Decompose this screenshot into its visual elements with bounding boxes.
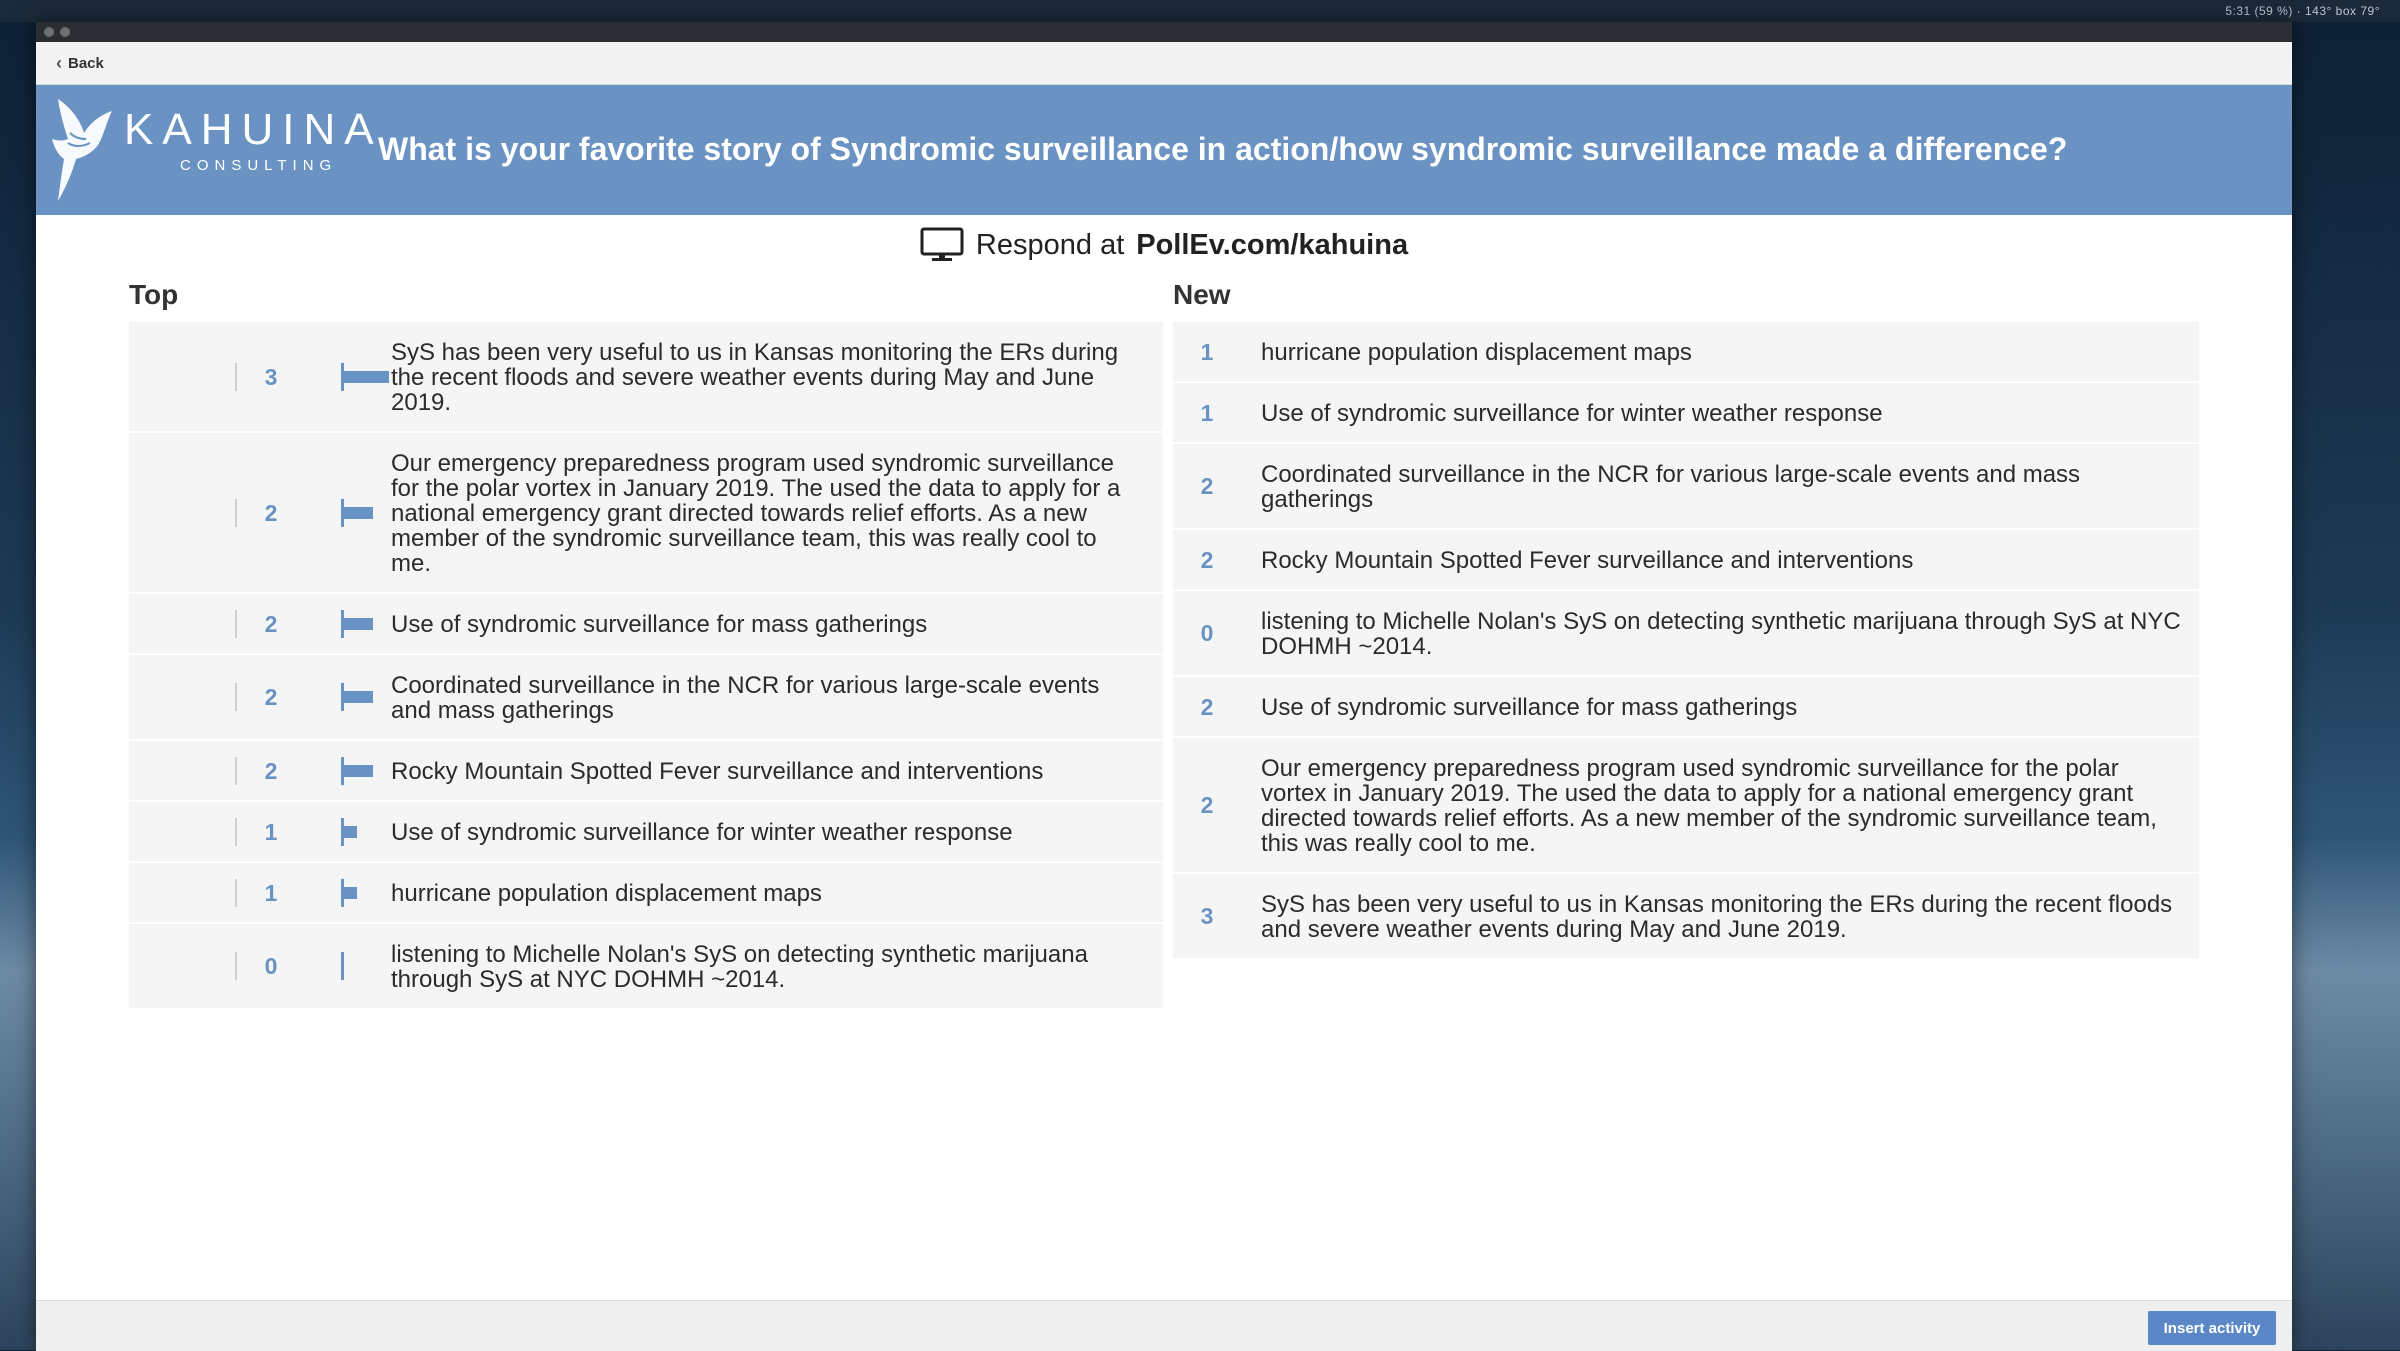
minimize-window-icon[interactable] [60, 27, 70, 37]
back-button-label: Back [68, 54, 104, 72]
back-button[interactable] [56, 52, 104, 74]
kahuina-logo [50, 93, 383, 205]
vote-count: 1 [264, 879, 278, 906]
response-text: Rocky Mountain Spotted Fever surveillance and interventions [1261, 547, 1914, 574]
vote-count: 2 [1200, 693, 1214, 720]
vote-count: 0 [264, 953, 278, 979]
response-text: listening to Michelle Nolan's SyS on detecting synthetic marijuana through SyS at NYC DOHMH ~2014. [391, 941, 1088, 993]
row-separator [235, 952, 237, 980]
vote-bar [341, 371, 389, 383]
vote-bar [341, 887, 357, 899]
new-response-row [1173, 322, 2199, 383]
row-separator [235, 879, 237, 907]
top-response-row [129, 802, 1163, 863]
close-window-icon[interactable] [44, 27, 54, 37]
response-text: hurricane population displacement maps [1261, 339, 1692, 366]
row-separator [235, 757, 237, 785]
logo-sub-text: CONSULTING [180, 157, 338, 174]
respond-prefix: Respond at [975, 228, 1125, 261]
new-response-row [1173, 677, 2199, 738]
response-text: Use of syndromic surveillance for mass gatherings [391, 611, 928, 638]
response-text: Use of syndromic surveillance for winter weather response [1261, 400, 1883, 427]
new-responses-list [1173, 322, 2199, 960]
top-column-title: Top [129, 279, 179, 310]
response-text: Use of syndromic surveillance for mass gatherings [1261, 694, 1798, 721]
insert-activity-button[interactable]: Insert activity [2148, 1311, 2276, 1345]
monitor-icon [920, 227, 964, 263]
row-separator [235, 363, 237, 391]
vote-count: 1 [1200, 338, 1214, 365]
top-response-row [129, 863, 1163, 924]
window-titlebar [36, 22, 2292, 42]
respond-instructions [36, 220, 2292, 270]
vote-count: 2 [264, 684, 278, 710]
response-text: Coordinated surveillance in the NCR for various large-scale events and mass gatherings [1261, 461, 2081, 513]
manta-ray-icon [50, 93, 120, 205]
response-text: SyS has been very useful to us in Kansas monitoring the ERs during the recent floods and severe weather events during May and June 2019. [391, 339, 1119, 416]
row-separator [235, 610, 237, 638]
respond-url: PollEv.com/kahuina [1136, 228, 1409, 261]
vote-bar [341, 826, 357, 838]
vote-count: 2 [1200, 546, 1214, 573]
row-separator [235, 683, 237, 711]
toolbar [36, 42, 2292, 85]
top-responses-list [129, 322, 1163, 1010]
vote-count: 2 [264, 499, 278, 526]
response-text: Our emergency preparedness program used syndromic surveillance for the polar vortex in January 2019. The used the data to apply for a national emergency grant directed towards relief efforts. As a new member of the syndromic surveillance team, this was really cool to me. [1261, 755, 2157, 857]
vote-count: 2 [1200, 473, 1214, 499]
top-response-row [129, 741, 1163, 802]
footer-bar [36, 1300, 2292, 1351]
response-text: Use of syndromic surveillance for winter weather response [391, 819, 1013, 846]
new-response-row [1173, 591, 2199, 677]
vote-count: 2 [1200, 792, 1214, 818]
chevron-left-icon: ‹ [56, 53, 62, 73]
menu-bar-status: 5:31 (59 %) · 143° box 79° [2225, 4, 2380, 18]
response-text: SyS has been very useful to us in Kansas monitoring the ERs during the recent floods and severe weather events during May and June 2019. [1261, 891, 2173, 943]
row-separator [235, 818, 237, 846]
vote-count: 2 [264, 757, 278, 784]
top-response-row [129, 655, 1163, 741]
slide-header [36, 85, 2292, 215]
app-window [36, 22, 2292, 1350]
response-text: Rocky Mountain Spotted Fever surveillance and interventions [391, 758, 1044, 785]
vote-count: 0 [1200, 620, 1214, 646]
vote-count: 3 [264, 363, 278, 390]
new-response-row [1173, 383, 2199, 444]
vote-bar [341, 618, 373, 630]
top-response-row [129, 924, 1163, 1010]
vote-count: 3 [1200, 903, 1214, 929]
vote-bar [341, 691, 373, 703]
response-text: listening to Michelle Nolan's SyS on detecting synthetic marijuana through SyS at NYC DOHMH ~2014. [1261, 608, 2181, 660]
response-text: Our emergency preparedness program used syndromic surveillance for the polar vortex in January 2019. The used the data to apply for a national emergency grant directed towards relief efforts. As a new member of the syndromic surveillance team, this was really cool to me. [391, 450, 1121, 577]
vote-count: 1 [264, 818, 278, 845]
vote-bar [341, 507, 373, 519]
new-response-row [1173, 530, 2199, 591]
top-response-row [129, 433, 1163, 594]
response-text: Coordinated surveillance in the NCR for various large-scale events and mass gatherings [391, 672, 1100, 724]
mac-menu-bar [0, 0, 2400, 22]
new-column-title: New [1173, 279, 1231, 310]
vote-count: 1 [1200, 399, 1214, 426]
poll-question: What is your favorite story of Syndromic surveillance in action/how syndromic surveillance made a difference? [378, 131, 2068, 167]
row-separator [235, 499, 237, 527]
vote-bar [341, 765, 373, 777]
new-response-row [1173, 444, 2199, 530]
new-response-row [1173, 738, 2199, 874]
vote-bar-axis [341, 952, 344, 980]
logo-brand-text: KAHUINA [124, 105, 383, 154]
top-response-row [129, 322, 1163, 433]
top-response-row [129, 594, 1163, 655]
new-response-row [1173, 874, 2199, 960]
response-text: hurricane population displacement maps [391, 880, 822, 907]
vote-count: 2 [264, 610, 278, 637]
